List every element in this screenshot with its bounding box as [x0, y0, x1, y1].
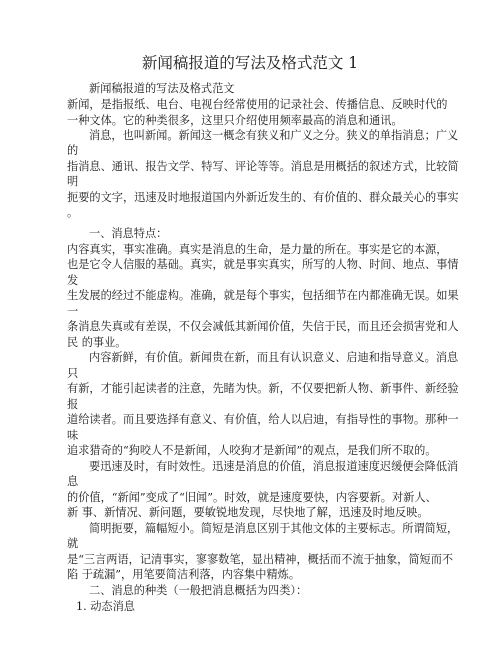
- text-line: 追求猎奇的“狗咬人不是新闻，人咬狗才是新闻”的观点，是我们所不取的。: [67, 444, 437, 457]
- section-heading: 一、消息特点：: [89, 227, 168, 240]
- section-heading: 二、消息的种类（一般把消息概括为四类）：: [89, 584, 308, 597]
- text-line: 有新，才能引起读者的注意，先睹为快。新，不仅要把新人物、新事件、新经验: [67, 382, 459, 395]
- text-line: 扼要的文字，迅速及时地报道国内外新近发生的、有价值的、群众最关心的事实: [67, 191, 459, 204]
- text-line: 陷 于疏漏”，用笔要简洁利落，内容集中精炼。: [67, 568, 301, 581]
- text-line: 息: [67, 475, 79, 488]
- text-line: 只: [67, 367, 79, 380]
- text-line: 内容新鲜，有价值。新闻贵在新，而且有认识意义、启迪和指导意义。消息: [89, 351, 459, 364]
- text-line: 条消息失真或有差误，不仅会减低其新闻价值，失信于民，而且还会损害党和人: [67, 320, 459, 333]
- subtitle-line: 新闻稿报道的写法及格式范文: [89, 82, 235, 95]
- list-item: 1. 动态消息: [76, 600, 135, 613]
- text-line: 报: [67, 398, 79, 411]
- text-line: 就: [67, 537, 79, 550]
- text-line: 指消息、通讯、报告文学、特写、评论等等。消息是用概括的叙述方式，比较简: [67, 160, 459, 173]
- text-line: 要迅速及时，有时效性。迅速是消息的价值，消息报道速度迟缓便会降低消: [89, 460, 459, 473]
- text-line: 明: [67, 175, 79, 188]
- document-title: 新闻稿报道的写法及格式范文 1: [141, 54, 359, 72]
- text-line: 消息，也叫新闻。新闻这一概念有狭义和广义之分。狭义的单指消息；广义: [89, 129, 459, 142]
- text-line: 一: [67, 305, 79, 318]
- text-line: 。: [67, 206, 79, 219]
- text-line: 是“三言两语，记清事实，寥寥数笔，显出精神，概括而不流于抽象，简短而不: [67, 553, 454, 566]
- text-line: 的: [67, 144, 79, 157]
- text-line: 道给读者。而且要选择有意义、有价值，给人以启迪，有指导性的事物。那种一: [67, 413, 459, 426]
- text-line: 的价值，“新闻”变成了“旧闻”。时效，就是速度要快，内容要新。对新人、: [67, 491, 437, 504]
- text-line: 内容真实，事实准确。真实是消息的生命，是力量的所在。事实是它的本源，: [67, 243, 448, 256]
- text-line: 一种文体。它的种类很多，这里只介绍使用频率最高的消息和通讯。: [67, 114, 403, 127]
- text-line: 民 的事业。: [67, 336, 127, 349]
- text-line: 生发展的经过不能虚构。准确，就是每个事实，包括细节在内都准确无误。如果: [67, 289, 459, 302]
- text-line: 也是它令人信服的基础。真实，就是事实真实，所写的人物、时间、地点、事情: [67, 258, 459, 271]
- text-line: 简明扼要，篇幅短小。简短是消息区别于其他文体的主要标志。所谓简短，: [89, 522, 459, 535]
- text-line: 发: [67, 274, 79, 287]
- text-line: 新 事、新情况、新问题，要敏锐地发现，尽快地了解，迅速及时地反映。: [67, 506, 429, 519]
- text-line: 新闻，是指报纸、电台、电视台经常使用的记录社会、传播信息、反映时代的: [67, 98, 448, 111]
- text-line: 味: [67, 429, 79, 442]
